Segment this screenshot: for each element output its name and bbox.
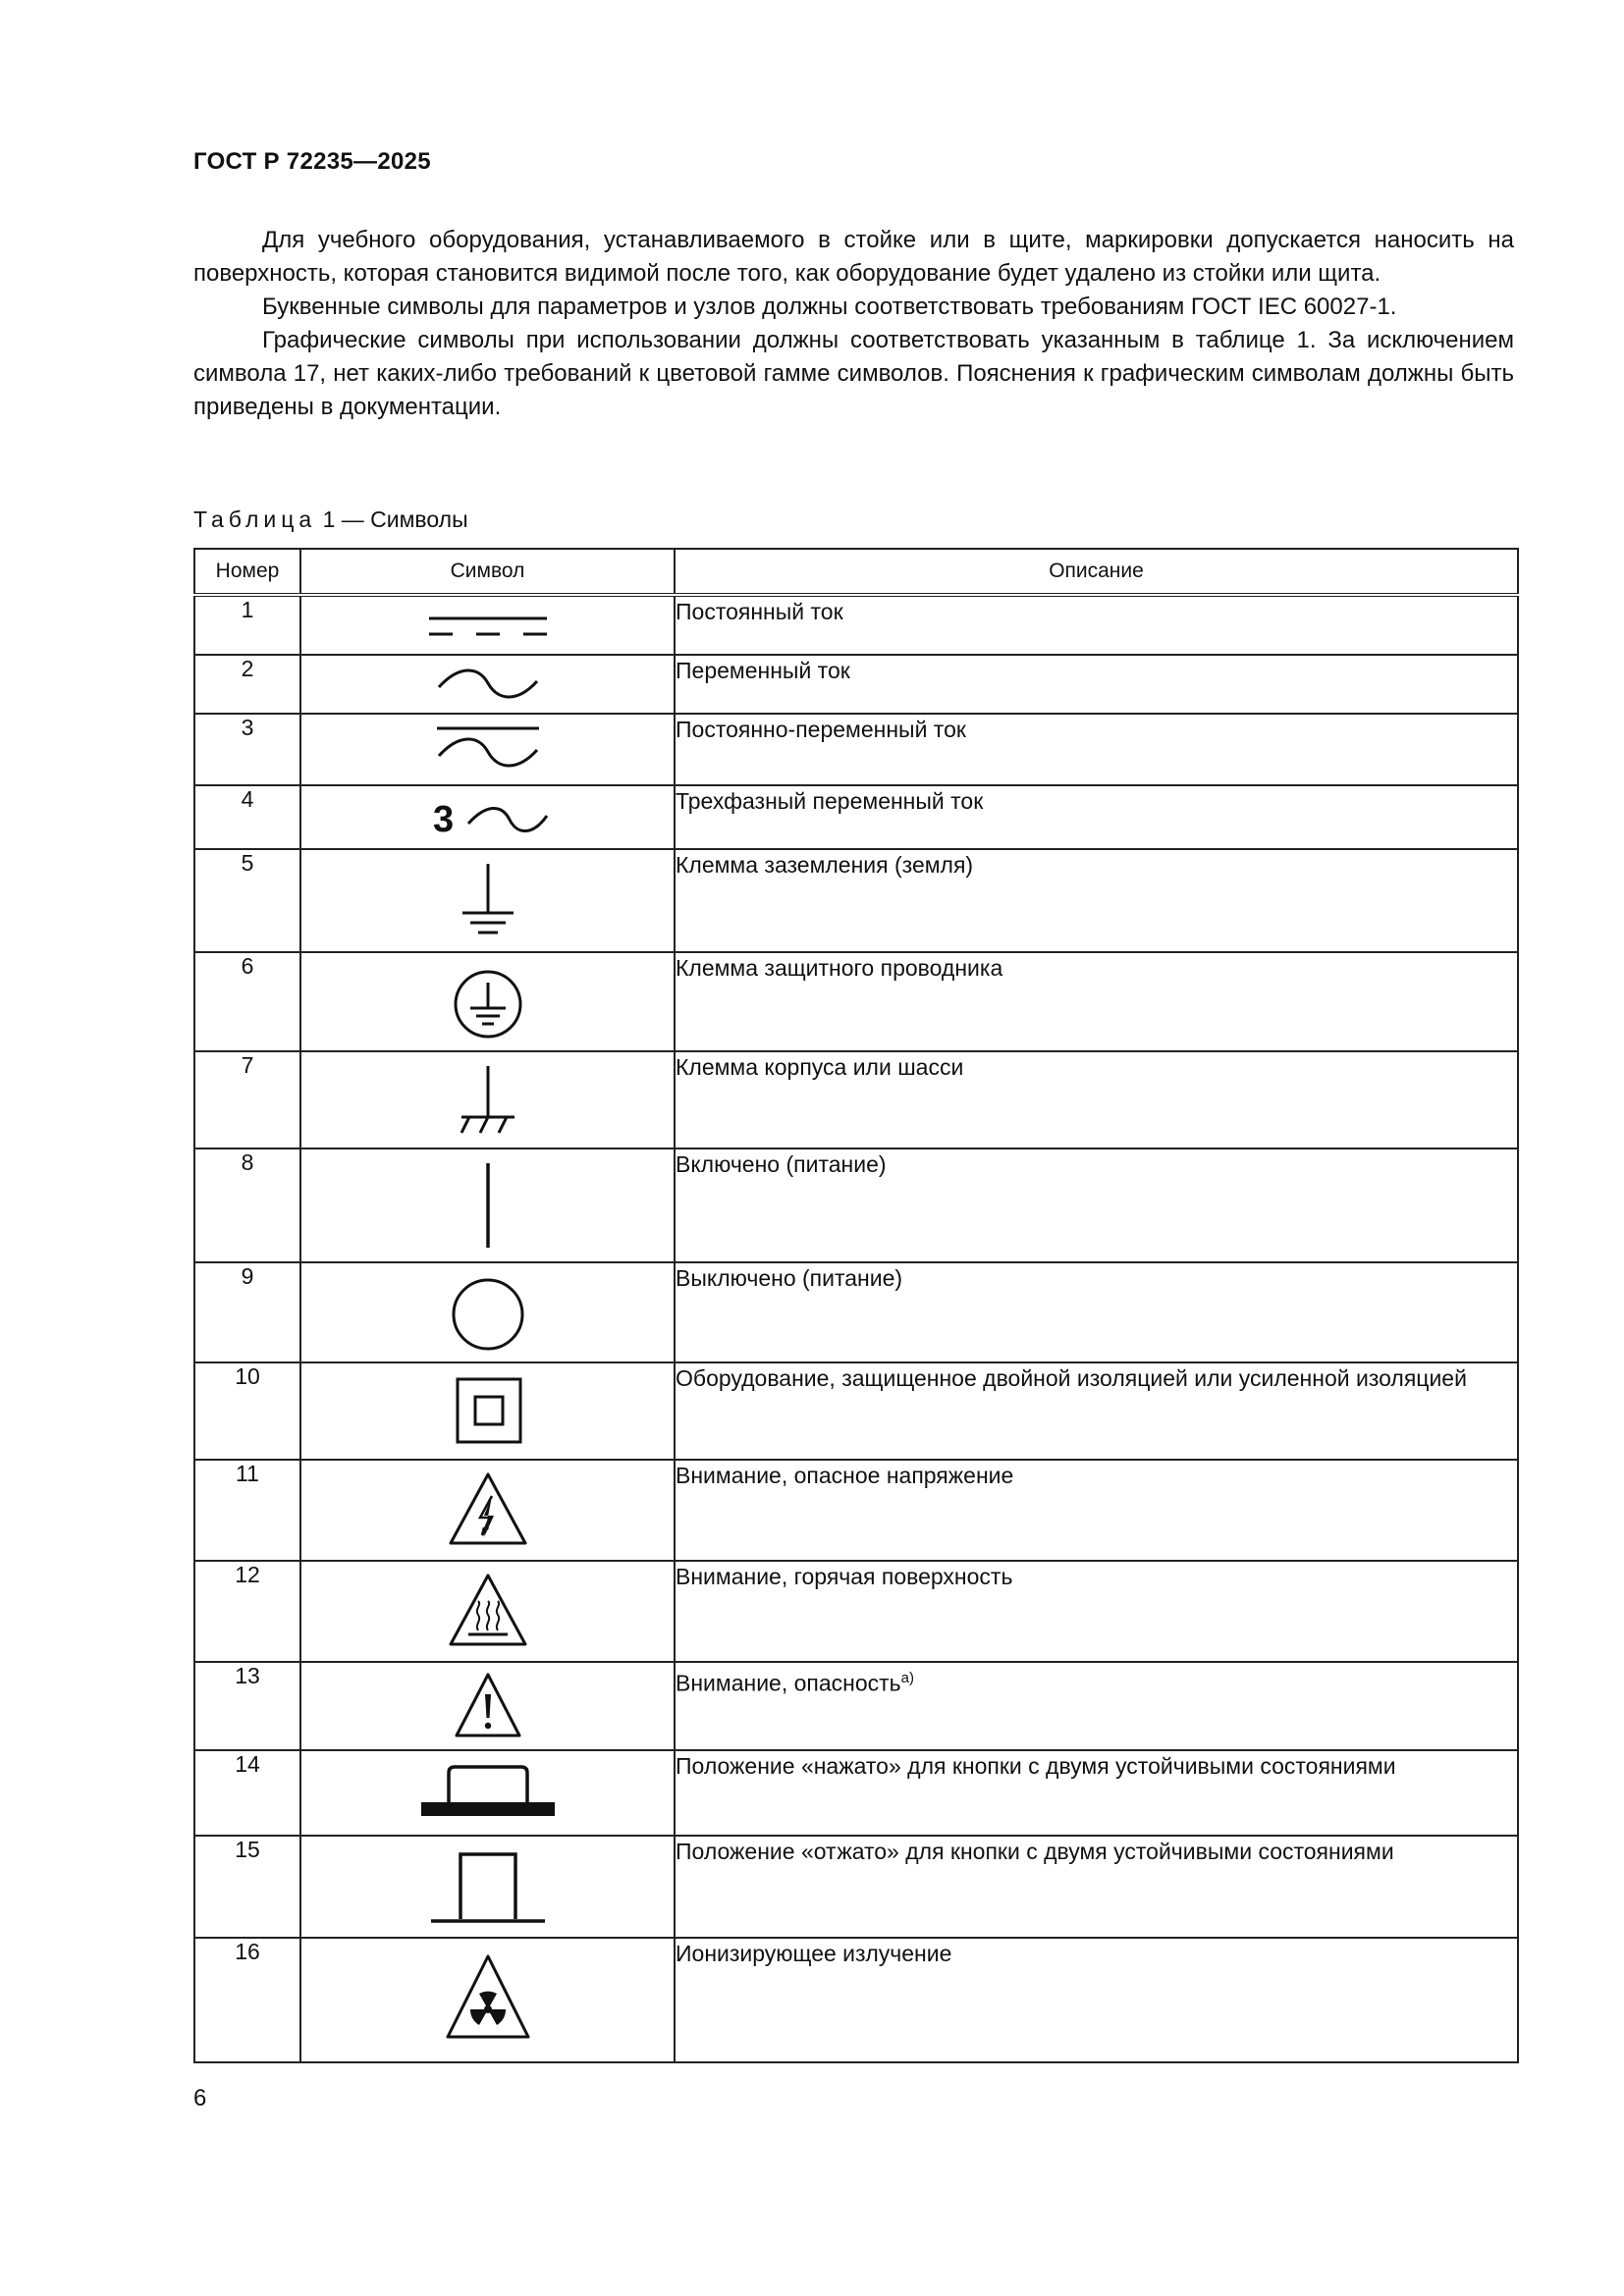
alternating-current-icon (419, 656, 557, 711)
header-number: Номер (194, 549, 300, 595)
table-row (194, 1051, 1518, 1148)
power-off-icon (444, 1263, 532, 1358)
row-number: 16 (194, 1938, 300, 2062)
row-description: Положение «нажато» для кнопки с двумя устойчивыми состояниями (675, 1750, 1518, 1836)
table-row (194, 1561, 1518, 1662)
table-row (194, 785, 1518, 849)
row-description-text: Внимание, опасность (676, 1670, 901, 1696)
row-description: Клемма корпуса или шасси (675, 1051, 1518, 1148)
row-description: Клемма заземления (земля) (675, 849, 1518, 952)
button-pressed-icon (409, 1751, 567, 1832)
hot-surface-icon (441, 1562, 535, 1658)
row-number: 11 (194, 1460, 300, 1561)
row-number: 7 (194, 1051, 300, 1148)
chassis-terminal-icon (444, 1052, 532, 1145)
footnote-marker: а) (900, 1670, 915, 1686)
row-number: 8 (194, 1148, 300, 1262)
paragraph: Для учебного оборудования, устанавливаемого в стойке или в щите, маркировки допускается наносить на поверхность, которая становится видимой после того, как оборудование будет удалено из стойки или щита. (193, 227, 1514, 287)
row-description: Трехфазный переменный ток (675, 785, 1518, 849)
table-row (194, 952, 1518, 1051)
paragraph: Буквенные символы для параметров и узлов должны соответствовать требованиям ГОСТ IEC 60027-1. (262, 294, 1397, 320)
row-number: 12 (194, 1561, 300, 1662)
row-description: Постоянно-переменный ток (675, 714, 1518, 785)
table-row (194, 1836, 1518, 1938)
direct-current-icon (419, 597, 557, 652)
earth-terminal-icon (449, 850, 527, 948)
document-header: ГОСТ Р 72235—2025 (193, 148, 431, 175)
row-number: 15 (194, 1836, 300, 1938)
row-number: 4 (194, 785, 300, 849)
table-header-row (194, 549, 1518, 595)
table-caption-prefix: Таблица (193, 507, 317, 532)
symbols-table (193, 548, 1519, 2063)
row-number: 1 (194, 595, 300, 655)
row-description: Клемма защитного проводника (675, 952, 1518, 1051)
table-row (194, 714, 1518, 785)
row-description: Оборудование, защищенное двойной изоляцией или усиленной изоляцией (675, 1362, 1518, 1460)
row-description: Включено (питание) (675, 1148, 1518, 1262)
row-number: 14 (194, 1750, 300, 1836)
row-number: 9 (194, 1262, 300, 1362)
three-phase-ac-icon (419, 786, 557, 845)
caution-icon (441, 1663, 535, 1747)
row-number: 13 (194, 1662, 300, 1750)
row-number: 5 (194, 849, 300, 952)
three-phase-label: 3 (432, 799, 454, 840)
table-row (194, 1460, 1518, 1561)
table-row (194, 595, 1518, 655)
row-description (675, 1662, 1518, 1750)
page-number: 6 (193, 2085, 207, 2111)
body-text (193, 224, 1514, 424)
row-number: 2 (194, 655, 300, 714)
paragraph: Графические символы при использовании должны соответствовать указанным в таблице 1. За исключением символа 17, нет каких-либо требований к цветовой гамме символов. Пояснения к графическим символам должны быть приведены в документации. (193, 327, 1514, 420)
button-released-icon (409, 1837, 567, 1935)
row-number: 10 (194, 1362, 300, 1460)
table-row (194, 1148, 1518, 1262)
power-on-icon (468, 1149, 508, 1257)
protective-conductor-icon (444, 953, 532, 1047)
row-description: Постоянный ток (675, 595, 1518, 655)
table-row (194, 655, 1518, 714)
table-row (194, 1662, 1518, 1750)
row-description: Переменный ток (675, 655, 1518, 714)
ionizing-radiation-icon (434, 1939, 542, 2056)
table-row (194, 849, 1518, 952)
row-description: Внимание, горячая поверхность (675, 1561, 1518, 1662)
row-description: Внимание, опасное напряжение (675, 1460, 1518, 1561)
table-caption (193, 507, 468, 533)
table-caption-title: 1 — Символы (316, 507, 468, 532)
dc-ac-current-icon (419, 715, 557, 781)
table-row (194, 1262, 1518, 1362)
table-row (194, 1362, 1518, 1460)
row-description: Выключено (питание) (675, 1262, 1518, 1362)
row-description: Ионизирующее излучение (675, 1938, 1518, 2062)
table-row (194, 1750, 1518, 1836)
header-symbol: Символ (300, 549, 675, 595)
header-description: Описание (675, 549, 1518, 595)
row-description: Положение «отжато» для кнопки с двумя устойчивыми состояниями (675, 1836, 1518, 1938)
table-row (194, 1938, 1518, 2062)
dangerous-voltage-icon (441, 1461, 535, 1557)
row-number: 3 (194, 714, 300, 785)
double-insulation-icon (444, 1363, 532, 1456)
row-number: 6 (194, 952, 300, 1051)
